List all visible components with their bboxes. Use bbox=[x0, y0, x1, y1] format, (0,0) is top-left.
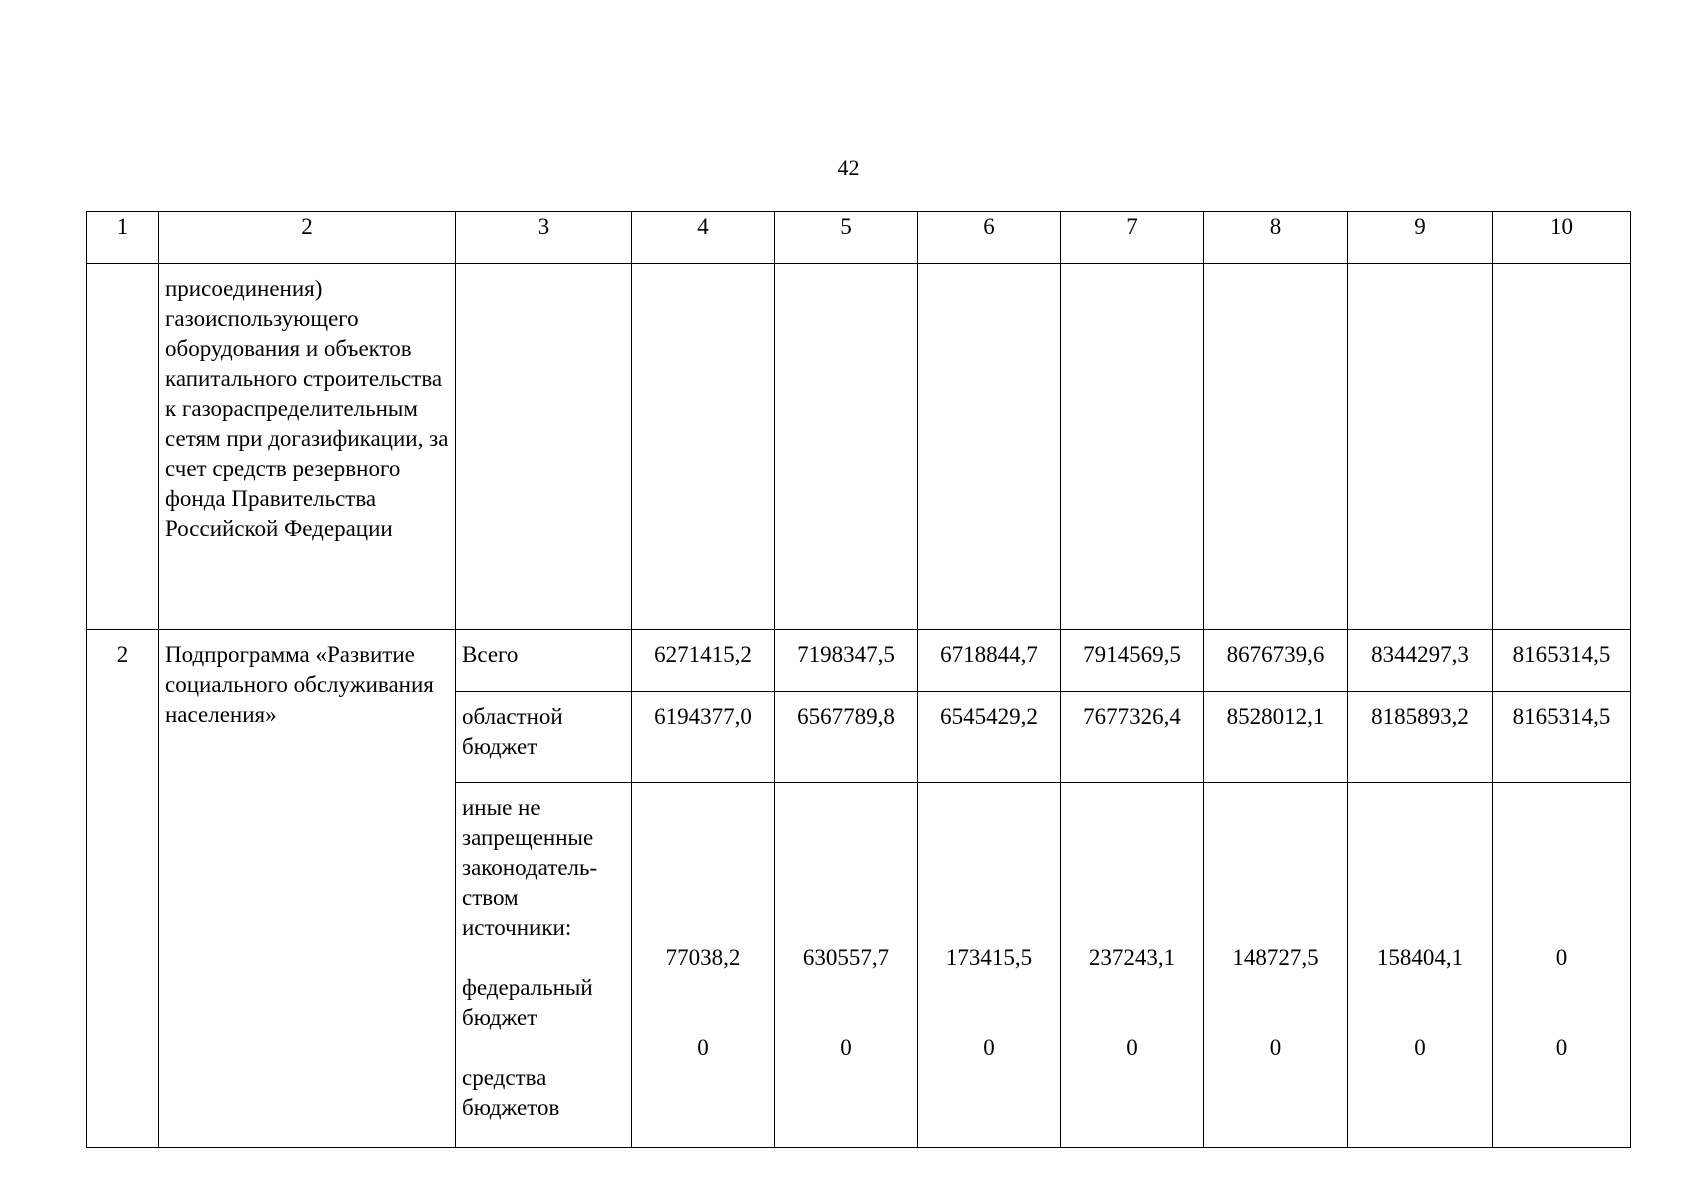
budgets-value: 0 bbox=[697, 1035, 709, 1060]
regional-value: 6567789,8 bbox=[775, 692, 918, 783]
regional-value: 7677326,4 bbox=[1061, 692, 1204, 783]
empty-cell bbox=[87, 264, 159, 630]
federal-label: федеральный бюджет bbox=[462, 975, 593, 1030]
federal-value: 173415,5 bbox=[945, 945, 1033, 970]
regional-value: 8185893,2 bbox=[1348, 692, 1493, 783]
empty-cell bbox=[775, 264, 918, 630]
federal-value: 158404,1 bbox=[1376, 945, 1464, 970]
empty-cell bbox=[456, 264, 632, 630]
regional-value: 6545429,2 bbox=[918, 692, 1061, 783]
other-value-cell bbox=[1204, 783, 1348, 1148]
budgets-value: 0 bbox=[1126, 1035, 1138, 1060]
regional-value: 6194377,0 bbox=[632, 692, 775, 783]
source-label-cell bbox=[456, 783, 632, 1148]
other-value-cell bbox=[918, 783, 1061, 1148]
budgets-value: 0 bbox=[1555, 1035, 1568, 1060]
federal-value: 148727,5 bbox=[1232, 945, 1319, 970]
other-value-cell bbox=[1493, 783, 1631, 1148]
column-number: 8 bbox=[1204, 212, 1348, 264]
budgets-value: 0 bbox=[983, 1035, 995, 1060]
column-number: 1 bbox=[87, 212, 159, 264]
other-value-cell bbox=[1061, 783, 1204, 1148]
empty-cell bbox=[1493, 264, 1631, 630]
source-label: Всего bbox=[456, 630, 632, 692]
budgets-value: 0 bbox=[1269, 1035, 1282, 1060]
total-value: 6271415,2 bbox=[632, 630, 775, 692]
continuation-row bbox=[87, 264, 1631, 630]
column-number: 2 bbox=[159, 212, 456, 264]
source-label: областной бюджет bbox=[456, 692, 632, 783]
spacer bbox=[462, 1033, 627, 1063]
empty-cell bbox=[1348, 264, 1493, 630]
regional-value: 8165314,5 bbox=[1493, 692, 1631, 783]
regional-value: 8528012,1 bbox=[1204, 692, 1348, 783]
total-row bbox=[87, 630, 1631, 692]
empty-cell bbox=[918, 264, 1061, 630]
column-number: 4 bbox=[632, 212, 775, 264]
total-value: 8676739,6 bbox=[1204, 630, 1348, 692]
total-value: 7914569,5 bbox=[1061, 630, 1204, 692]
federal-value: 77038,2 bbox=[665, 945, 741, 970]
total-value: 8165314,5 bbox=[1493, 630, 1631, 692]
empty-cell bbox=[1204, 264, 1348, 630]
empty-cell bbox=[632, 264, 775, 630]
page-number: 42 bbox=[837, 155, 860, 180]
total-value: 7198347,5 bbox=[775, 630, 918, 692]
other-value-cell bbox=[1348, 783, 1493, 1148]
subprogram-index: 2 bbox=[87, 630, 159, 1148]
other-value-cell bbox=[632, 783, 775, 1148]
budget-table bbox=[86, 211, 1631, 1148]
spacer bbox=[462, 943, 627, 973]
federal-value: 0 bbox=[1555, 945, 1568, 970]
total-value: 6718844,7 bbox=[918, 630, 1061, 692]
column-number: 5 bbox=[775, 212, 918, 264]
budgets-value: 0 bbox=[1414, 1035, 1426, 1060]
total-value: 8344297,3 bbox=[1348, 630, 1493, 692]
subprogram-name: Подпрограмма «Развитие социального обслуживания населения» bbox=[159, 630, 456, 1148]
continuation-text: присоединения) газоиспользующего оборудования и объектов капитального строительства к газораспределительным сетям при догазификации, за счет средств резервного фонда Правительства Российской Федерации bbox=[159, 264, 456, 630]
column-number: 10 bbox=[1493, 212, 1631, 264]
budgets-value: 0 bbox=[840, 1035, 852, 1060]
other-sources-label: иные не запрещенные законодатель-ством источники: bbox=[462, 795, 598, 940]
empty-cell bbox=[1061, 264, 1204, 630]
column-number: 3 bbox=[456, 212, 632, 264]
column-number: 9 bbox=[1348, 212, 1493, 264]
budgets-label: средства бюджетов bbox=[462, 1065, 560, 1120]
column-number: 6 bbox=[918, 212, 1061, 264]
other-value-cell bbox=[775, 783, 918, 1148]
column-number-row bbox=[87, 212, 1631, 264]
federal-value: 630557,7 bbox=[802, 945, 890, 970]
column-number: 7 bbox=[1061, 212, 1204, 264]
federal-value: 237243,1 bbox=[1088, 945, 1176, 970]
